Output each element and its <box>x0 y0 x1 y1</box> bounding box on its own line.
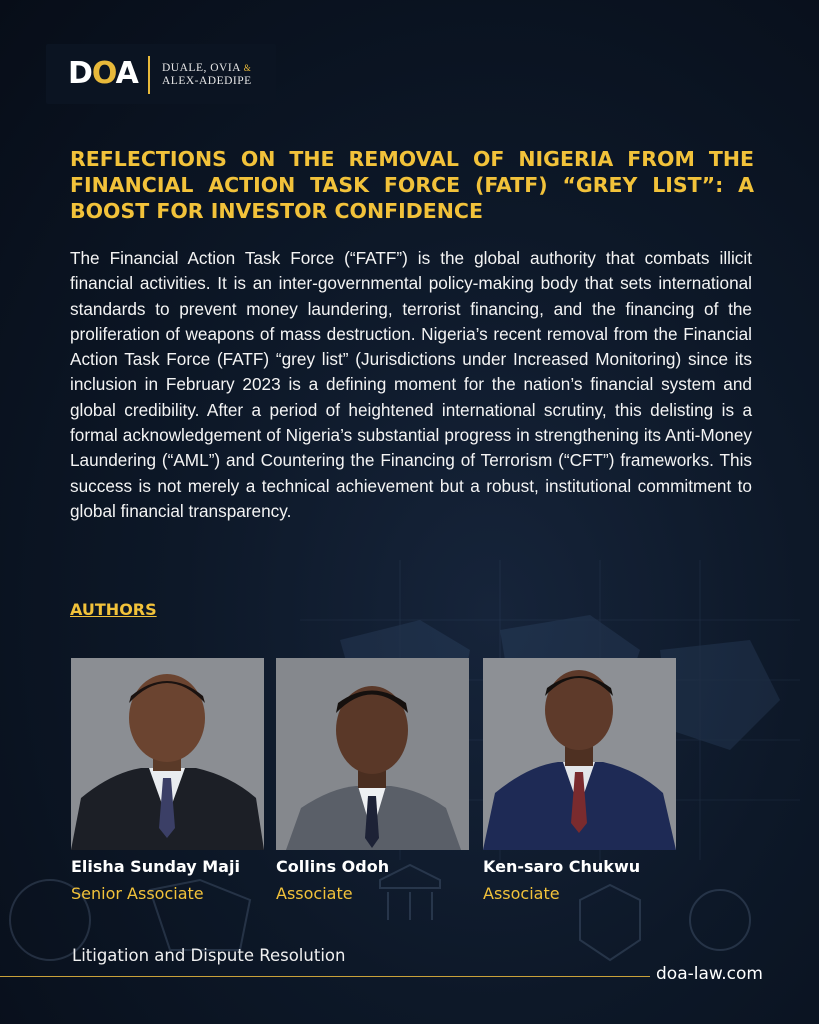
practice-area: Litigation and Dispute Resolution <box>72 946 346 965</box>
author-name: Elisha Sunday Maji <box>71 857 240 876</box>
author-role: Associate <box>276 884 353 903</box>
author-role: Senior Associate <box>71 884 204 903</box>
logo-mark: DOA <box>68 56 138 91</box>
author-role: Associate <box>483 884 560 903</box>
article-body: The Financial Action Task Force (“FATF”) is the global authority that combats illicit financial activities. It is an inter-governmental policy-making body that sets international standards to prevent money laundering, terrorist financing, and the financing of the proliferation of weapons of mass destruction. Nigeria’s recent removal from the Financial Action Task Force (FATF) “grey list” (Jurisdictions under Increased Monitoring) since its inclusion in February 2023 is a defining moment for the nation’s financial system and global credibility. After a period of heightened international scrutiny, this delisting is a formal acknowledgement of Nigeria’s substantial progress in strengthening its Anti-Money Laundering (“AML”) and Countering the Financing of Terrorism (“CFT”) frameworks. This success is not merely a technical achievement but a robust, institutional commitment to global financial transparency. <box>70 248 752 521</box>
author-name: Collins Odoh <box>276 857 390 876</box>
website-link[interactable]: doa-law.com <box>656 964 763 984</box>
firm-name-ampersand: & <box>243 63 252 73</box>
firm-logo <box>46 44 276 104</box>
author-photo-elisha <box>71 658 264 850</box>
authors-heading: AUTHORS <box>70 600 157 619</box>
firm-name-line1: DUALE, OVIA <box>162 62 241 74</box>
firm-name-line2: ALEX-ADEDIPE <box>162 75 252 87</box>
author-photo-kensaro <box>483 658 676 850</box>
author-photo-collins <box>276 658 469 850</box>
author-name: Ken-saro Chukwu <box>483 857 641 876</box>
logo-divider <box>148 56 150 94</box>
firm-name <box>162 62 252 88</box>
footer-divider <box>0 976 650 977</box>
article-title: REFLECTIONS ON THE REMOVAL OF NIGERIA FROM THE FINANCIAL ACTION TASK FORCE (FATF) “GREY LIST”: A BOOST FOR INVESTOR CONFIDENCE <box>70 147 754 223</box>
